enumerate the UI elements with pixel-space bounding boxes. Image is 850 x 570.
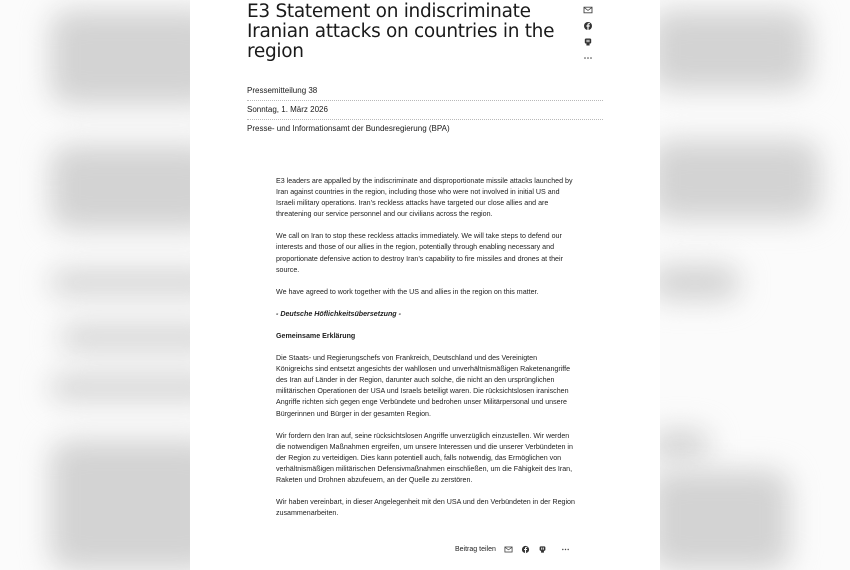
more-icon[interactable] xyxy=(561,545,570,554)
paragraph-en-1: E3 leaders are appalled by the indiscriminate and disproportionate missile attacks launched by Iran against countries in the region, including those who were not involved in initial US and Israeli military operations. Iran’s reckless attacks have targeted our close allies and are threatening our service personnel and our civilians across the region. xyxy=(276,177,573,219)
mastodon-icon[interactable] xyxy=(583,37,593,47)
footer-share-bar xyxy=(455,543,578,555)
share-label: Beitrag teilen xyxy=(455,545,496,553)
paragraph-de-3: Wir haben vereinbart, in dieser Angelegenheit mit den USA und den Verbündeten in der Region zusammenarbeiten. xyxy=(276,498,575,518)
blurred-background-right xyxy=(660,0,850,570)
blurred-background-left xyxy=(0,0,190,570)
mail-icon[interactable] xyxy=(583,5,593,15)
facebook-icon[interactable] xyxy=(521,545,530,554)
more-icon[interactable] xyxy=(583,53,593,63)
article-meta xyxy=(247,82,603,138)
publish-date: Sonntag, 1. März 2026 xyxy=(247,101,603,120)
paragraph-en-3: We have agreed to work together with the US and allies in the region on this matter. xyxy=(276,287,539,296)
german-heading: Gemeinsame Erklärung xyxy=(276,331,356,340)
translation-note: - Deutsche Höflichkeitsübersetzung - xyxy=(276,309,401,318)
paragraph-de-1: Die Staats- und Regierungschefs von Frankreich, Deutschland und des Vereinigten Königreichs sind entsetzt angesichts der wahllosen und unverhältnismäßigen Raketenangriffe des Iran auf Länder in der Region, darunter auch solche, die nicht an den ursprünglichen militärischen Operationen der USA und Israels beteiligt waren. Die rücksichtslosen iranischen Angriffe richten sich gegen enge Verbündete und bedrohen unser Militärpersonal und unsere Bürgerinnen und Bürger in der gesamten Region. xyxy=(276,354,571,418)
paragraph-de-2: Wir fordern den Iran auf, seine rücksichtslosen Angriffe unverzüglich einzustellen. Wir werden die notwendigen Maßnahmen ergreifen, um unsere Interessen und die unserer Verbündeten in der Region zu verteidigen. Dies kann potentiell auch, falls notwendig, das Ermöglichen von verhältnismäßigen militärischen Defensivmaßnahmen einschließen, um die Fähigkeit des Iran, Raketen und Drohnen abzufeuern, an der Quelle zu zerstören. xyxy=(276,431,573,484)
mastodon-icon[interactable] xyxy=(538,545,547,554)
press-release-number: Pressemitteilung 38 xyxy=(247,82,603,101)
paragraph-en-2: We call on Iran to stop these reckless attacks immediately. We will take steps to defend our interests and those of our allies in the region, potentially through enabling necessary and proportionate defensive action to destroy Iran’s capability to fire missiles and drones at their source. xyxy=(276,232,563,274)
publisher: Presse- und Informationsamt der Bundesregierung (BPA) xyxy=(247,124,450,133)
facebook-icon[interactable] xyxy=(583,21,593,31)
mail-icon[interactable] xyxy=(504,545,513,554)
article-panel xyxy=(190,0,660,570)
side-share-bar xyxy=(583,5,597,69)
article-body xyxy=(276,176,576,530)
article-title: E3 Statement on indiscriminate Iranian attacks on countries in the region xyxy=(247,1,555,62)
